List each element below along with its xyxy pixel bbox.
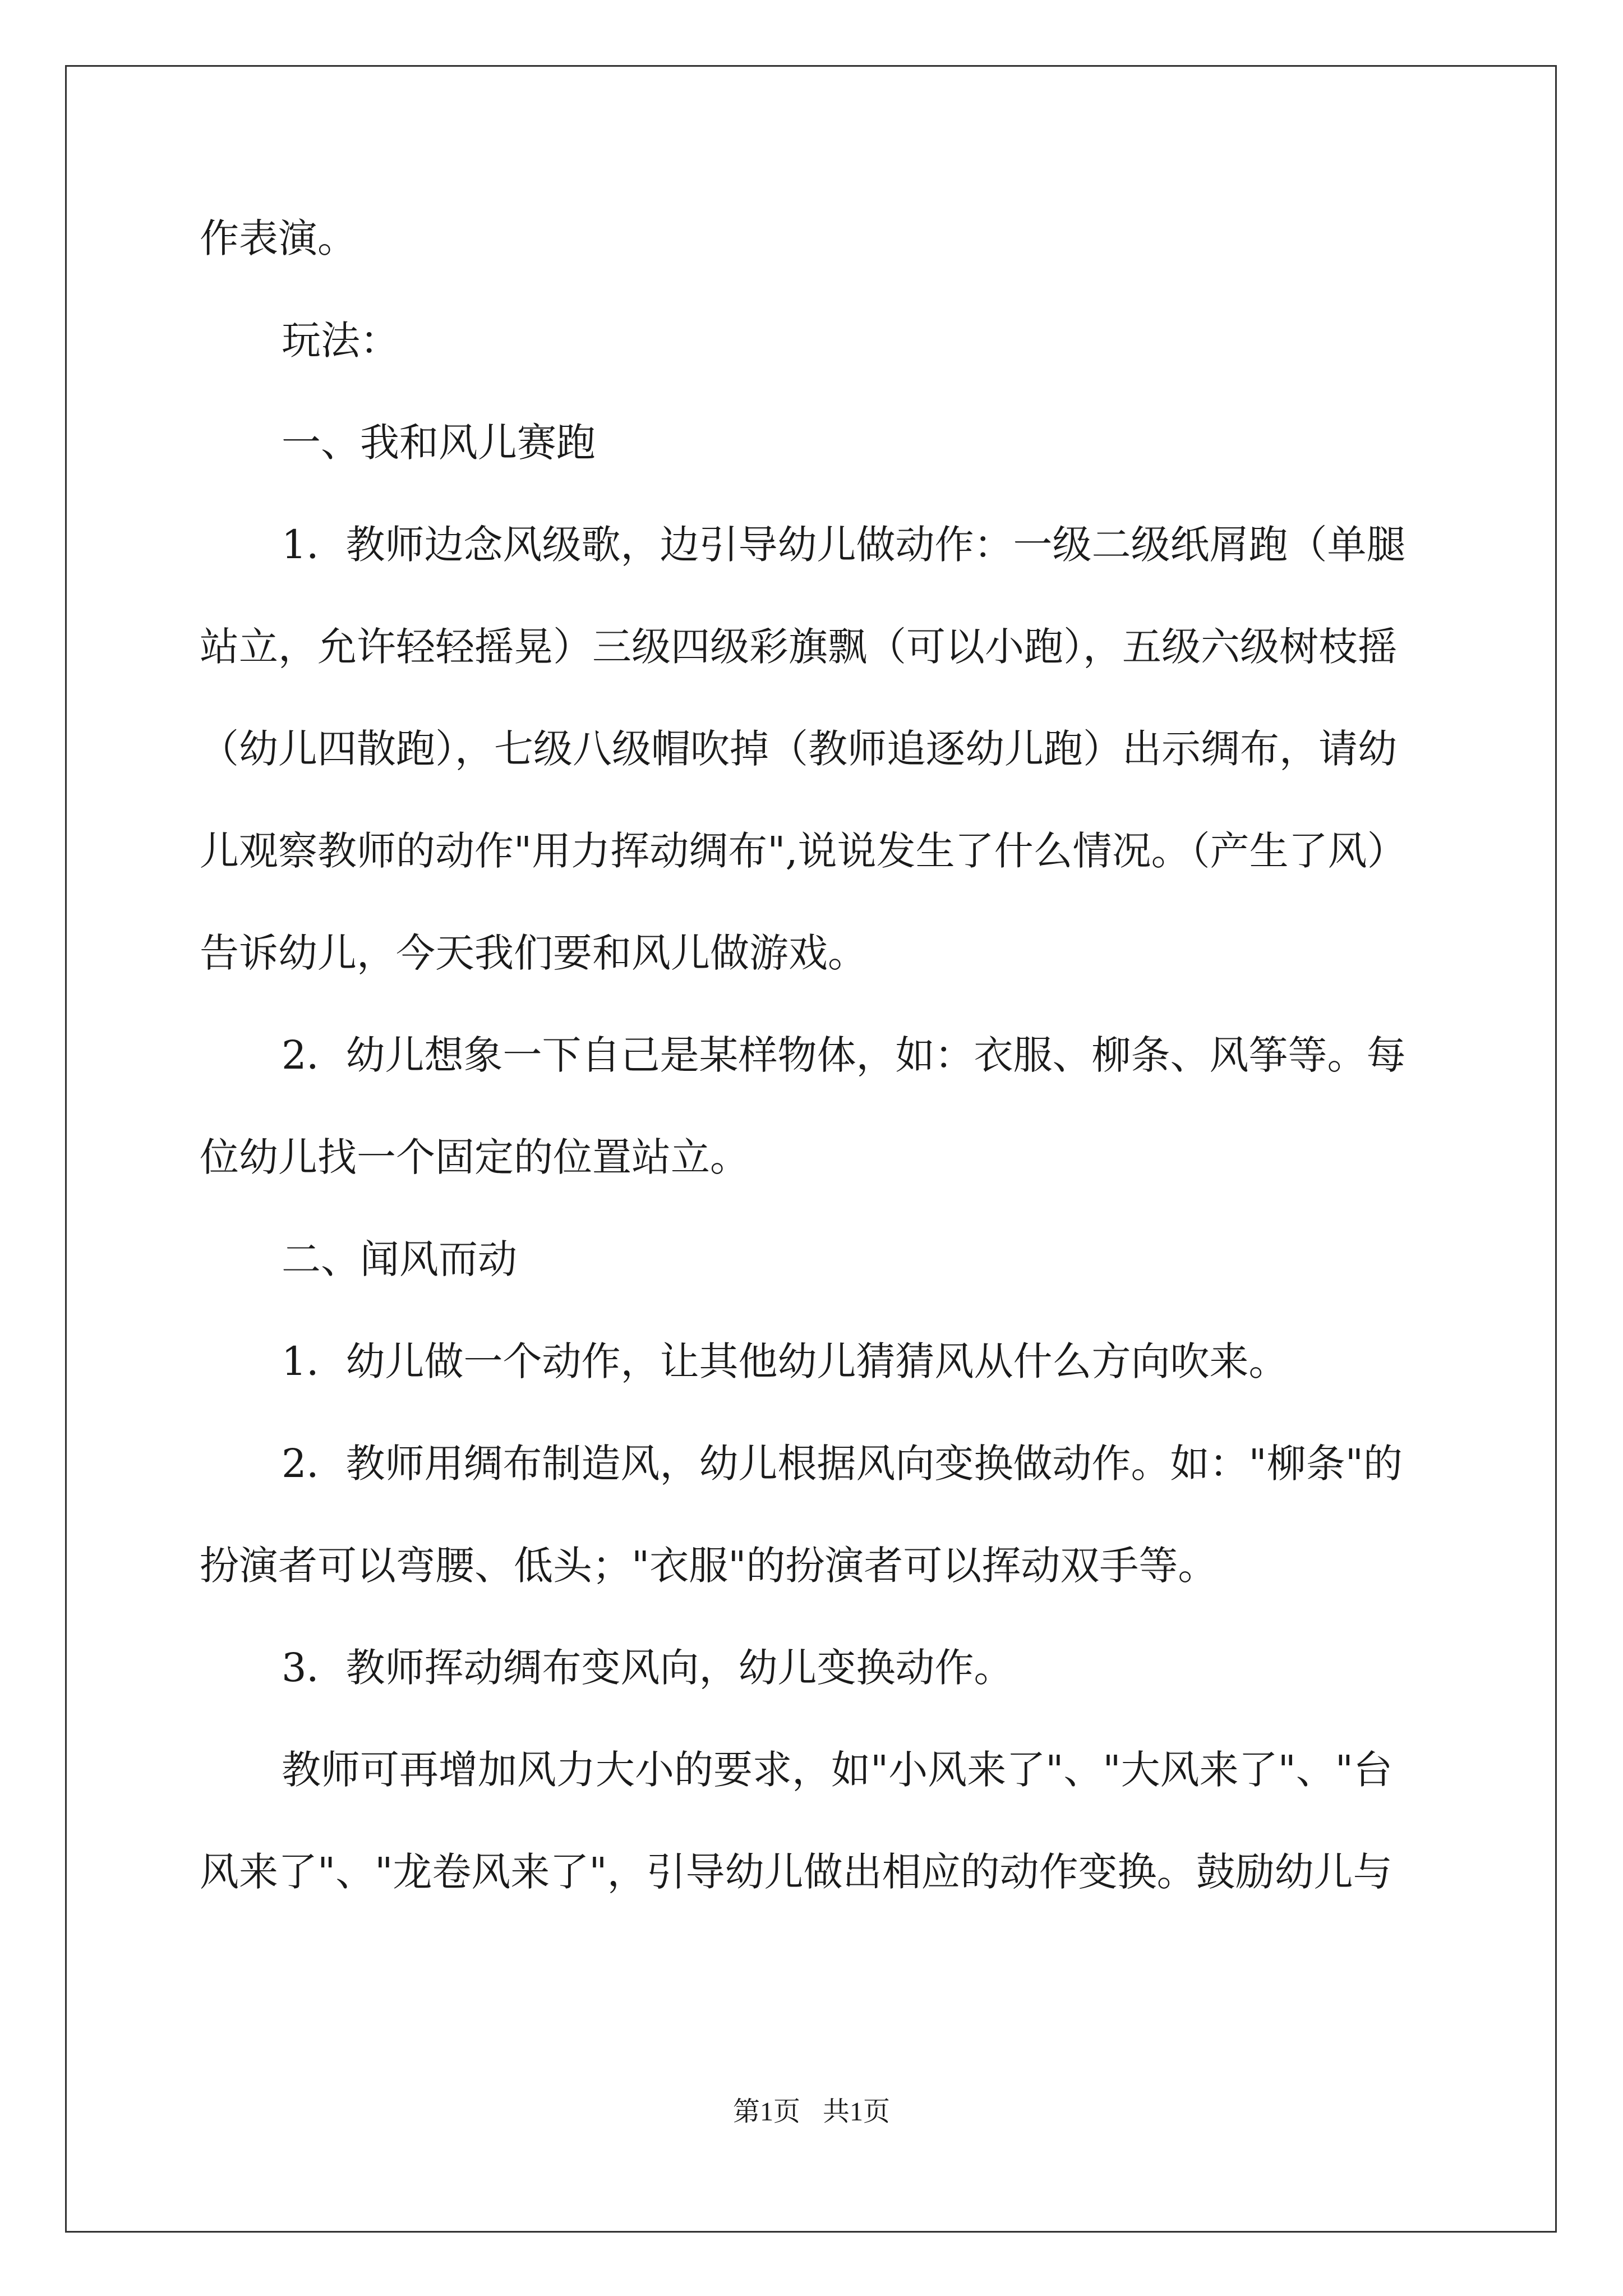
text-line: 2．教师用绸布制造风，幼儿根据风向变换做动作。如："柳条"的: [282, 1441, 1403, 1487]
text-line: 告诉幼儿，今天我们要和风儿做游戏。: [200, 930, 867, 976]
text-line: 风来了"、"龙卷风来了"，引导幼儿做出相应的动作变换。鼓励幼儿与: [200, 1849, 1393, 1895]
text-line: 扮演者可以弯腰、低头；"衣服"的扮演者可以挥动双手等。: [200, 1543, 1218, 1589]
text-line: 3．教师挥动绸布变风向，幼儿变换动作。: [282, 1645, 1013, 1691]
text-line: 站立，允许轻轻摇晃）三级四级彩旗飘（可以小跑），五级六级树枝摇: [200, 624, 1397, 670]
text-line: 儿观察教师的动作"用力挥动绸布",说说发生了什么情况。（产生了风）: [200, 828, 1407, 874]
page-footer: [0, 2095, 1623, 2129]
text-line: 1．幼儿做一个动作，让其他幼儿猜猜风从什么方向吹来。: [282, 1338, 1288, 1384]
text-line: 位幼儿找一个固定的位置站立。: [200, 1134, 749, 1180]
text-line: 2．幼儿想象一下自己是某样物体，如：衣服、柳条、风筝等。每: [282, 1032, 1406, 1078]
text-line: 作表演。: [200, 215, 357, 261]
text-line: 玩法：: [282, 318, 399, 364]
page-number: 第1页: [732, 2097, 800, 2127]
section-heading: 二、闻风而动: [282, 1236, 517, 1282]
text-line: （幼儿四散跑），七级八级帽吹掉（教师追逐幼儿跑）出示绸布，请幼: [200, 726, 1397, 772]
page-total: 共1页: [823, 2097, 891, 2127]
text-line: 1．教师边念风级歌，边引导幼儿做动作：一级二级纸屑跑（单腿: [282, 522, 1406, 568]
text-line: 教师可再增加风力大小的要求，如"小风来了"、"大风来了"、"台: [282, 1747, 1393, 1793]
section-heading: 一、我和风儿赛跑: [282, 420, 596, 466]
